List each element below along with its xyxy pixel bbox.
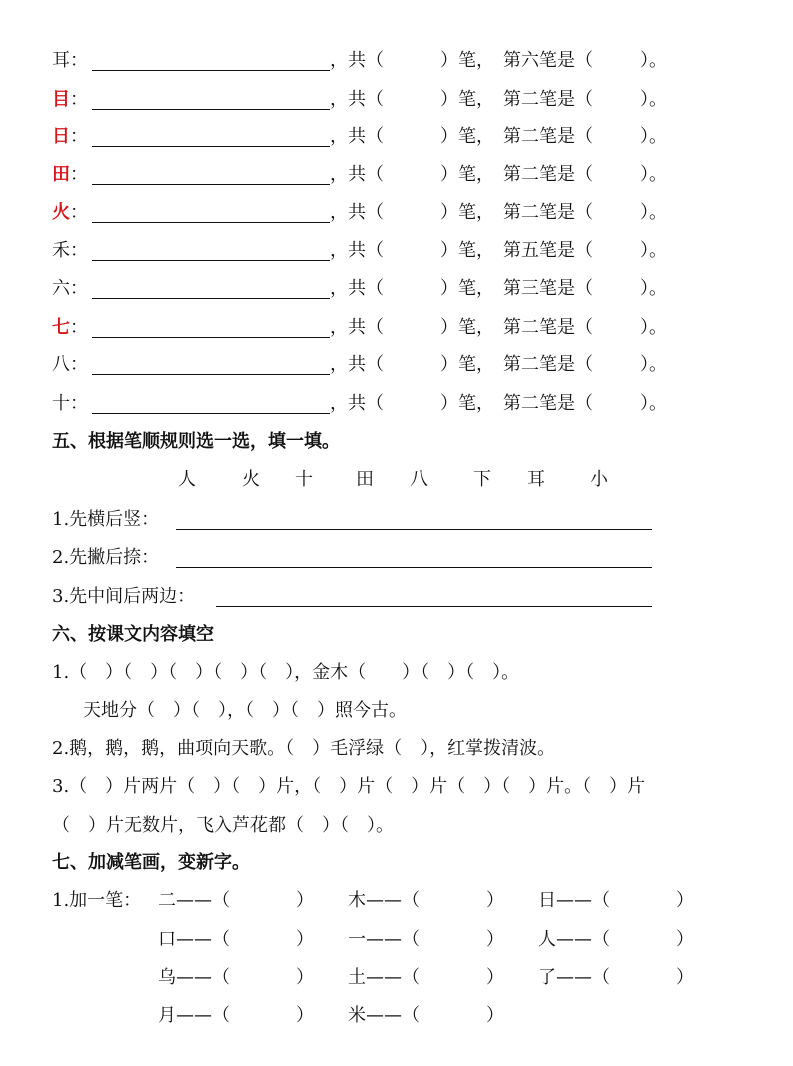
fill-in-text[interactable]: 1.（ ）（ ）（ ）（ ）（ ），金木（ ）（ ）（ ）。	[52, 662, 520, 683]
base-character: 二	[158, 890, 176, 911]
row-character: 目	[52, 89, 70, 110]
dash-open-bracket: ——（	[556, 967, 610, 988]
add-stroke-row	[0, 927, 793, 953]
stroke-answer-line[interactable]	[92, 413, 330, 414]
close-bracket: ）。	[640, 202, 667, 223]
stroke-unit-label: ）笔，	[440, 393, 494, 414]
nth-stroke-label: 第三笔是（	[503, 278, 593, 299]
stroke-answer-line[interactable]	[92, 222, 330, 223]
stroke-row	[0, 391, 793, 417]
dash-open-bracket: ——（	[366, 1005, 420, 1026]
stroke-row	[0, 200, 793, 226]
fill-in-text[interactable]: 天地分（ ）（ ），（ ）（ ）照今古。	[83, 700, 407, 721]
nth-stroke-label: 第二笔是（	[503, 89, 593, 110]
nth-stroke-label: 第二笔是（	[503, 126, 593, 147]
row-character: 七	[52, 317, 70, 338]
row-character: 田	[52, 164, 70, 185]
fill-in-text[interactable]: 3.（ ）片两片（ ）（ ）片，（ ）片（ ）片（ ）（ ）片。（ ）片	[52, 776, 646, 797]
rule-answer-line[interactable]	[216, 606, 652, 607]
close-bracket: ）	[676, 890, 694, 911]
text-fill-line	[0, 660, 793, 686]
choice-character: 下	[473, 469, 491, 490]
stroke-total-label: ，共（	[330, 126, 384, 147]
dash-open-bracket: ——（	[556, 890, 610, 911]
choice-character: 人	[178, 469, 196, 490]
close-bracket: ）	[296, 929, 314, 950]
stroke-answer-line[interactable]	[92, 146, 330, 147]
rule-item	[0, 507, 793, 533]
rule-label: 1.先横后竖：	[52, 509, 160, 530]
choice-character: 十	[295, 469, 313, 490]
text-fill-line	[0, 813, 793, 839]
stroke-unit-label: ）笔，	[440, 50, 494, 71]
row-colon: ：	[70, 317, 88, 338]
section-title: 七、加减笔画，变新字。	[52, 852, 250, 873]
close-bracket: ）。	[640, 354, 667, 375]
base-character: 人	[538, 929, 556, 950]
base-character: 木	[348, 890, 366, 911]
close-bracket: ）	[296, 967, 314, 988]
section-six-title	[0, 622, 793, 648]
add-one-stroke-label: 1.加一笔：	[52, 890, 142, 911]
row-colon: ：	[70, 202, 88, 223]
nth-stroke-label: 第二笔是（	[503, 354, 593, 375]
close-bracket: ）	[486, 1005, 504, 1026]
rule-item	[0, 545, 793, 571]
stroke-row	[0, 352, 793, 378]
choice-character: 火	[242, 469, 260, 490]
close-bracket: ）	[676, 967, 694, 988]
stroke-total-label: ，共（	[330, 317, 384, 338]
section-seven-title	[0, 850, 793, 876]
nth-stroke-label: 第六笔是（	[503, 50, 593, 71]
base-character: 土	[348, 967, 366, 988]
text-fill-line	[0, 736, 793, 762]
stroke-unit-label: ）笔，	[440, 354, 494, 375]
dash-open-bracket: ——（	[366, 929, 420, 950]
add-stroke-row	[0, 1003, 793, 1029]
dash-open-bracket: ——（	[366, 967, 420, 988]
rule-label: 3.先中间后两边：	[52, 586, 196, 607]
stroke-total-label: ，共（	[330, 164, 384, 185]
section-title: 六、按课文内容填空	[52, 624, 214, 645]
close-bracket: ）。	[640, 126, 667, 147]
base-character: 米	[348, 1005, 366, 1026]
stroke-total-label: ，共（	[330, 240, 384, 261]
stroke-unit-label: ）笔，	[440, 126, 494, 147]
stroke-answer-line[interactable]	[92, 260, 330, 261]
row-colon: ：	[70, 354, 88, 375]
row-colon: ：	[70, 126, 88, 147]
dash-open-bracket: ——（	[556, 929, 610, 950]
rule-item	[0, 584, 793, 610]
choice-character: 八	[410, 469, 428, 490]
nth-stroke-label: 第五笔是（	[503, 240, 593, 261]
base-character: 口	[158, 929, 176, 950]
stroke-answer-line[interactable]	[92, 298, 330, 299]
stroke-total-label: ，共（	[330, 278, 384, 299]
row-colon: ：	[70, 89, 88, 110]
stroke-unit-label: ）笔，	[440, 202, 494, 223]
row-colon: ：	[70, 164, 88, 185]
base-character: 日	[538, 890, 556, 911]
nth-stroke-label: 第二笔是（	[503, 202, 593, 223]
stroke-row	[0, 162, 793, 188]
base-character: 月	[158, 1005, 176, 1026]
nth-stroke-label: 第二笔是（	[503, 317, 593, 338]
stroke-answer-line[interactable]	[92, 374, 330, 375]
add-stroke-row	[0, 965, 793, 991]
choice-character: 田	[356, 469, 374, 490]
close-bracket: ）	[676, 929, 694, 950]
stroke-answer-line[interactable]	[92, 337, 330, 338]
text-fill-line	[0, 774, 793, 800]
close-bracket: ）。	[640, 89, 667, 110]
dash-open-bracket: ——（	[176, 1005, 230, 1026]
fill-in-text[interactable]: 2.鹅，鹅，鹅，曲项向天歌。（ ）毛浮绿（ ），红掌拨清波。	[52, 738, 556, 759]
nth-stroke-label: 第二笔是（	[503, 164, 593, 185]
stroke-unit-label: ）笔，	[440, 278, 494, 299]
rule-label: 2.先撇后捺：	[52, 547, 160, 568]
row-colon: ：	[70, 240, 88, 261]
dash-open-bracket: ——（	[176, 967, 230, 988]
rule-answer-line[interactable]	[176, 529, 652, 530]
stroke-unit-label: ）笔，	[440, 164, 494, 185]
close-bracket: ）	[486, 890, 504, 911]
row-character: 十	[52, 393, 70, 414]
base-character: 乌	[158, 967, 176, 988]
rule-answer-line[interactable]	[176, 567, 652, 568]
close-bracket: ）。	[640, 278, 667, 299]
stroke-answer-line[interactable]	[92, 184, 330, 185]
stroke-row	[0, 124, 793, 150]
stroke-total-label: ，共（	[330, 393, 384, 414]
dash-open-bracket: ——（	[176, 929, 230, 950]
choice-character: 耳	[527, 469, 545, 490]
row-colon: ：	[70, 278, 88, 299]
stroke-answer-line[interactable]	[92, 70, 330, 71]
dash-open-bracket: ——（	[176, 890, 230, 911]
base-character: 一	[348, 929, 366, 950]
text-fill-line	[0, 698, 793, 724]
stroke-row	[0, 315, 793, 341]
stroke-answer-line[interactable]	[92, 109, 330, 110]
add-stroke-row	[0, 888, 793, 914]
row-colon: ：	[70, 393, 88, 414]
row-character: 禾	[52, 240, 70, 261]
base-character: 了	[538, 967, 556, 988]
dash-open-bracket: ——（	[366, 890, 420, 911]
stroke-row	[0, 48, 793, 74]
stroke-unit-label: ）笔，	[440, 89, 494, 110]
close-bracket: ）。	[640, 317, 667, 338]
row-character: 耳	[52, 50, 70, 71]
stroke-unit-label: ）笔，	[440, 240, 494, 261]
close-bracket: ）。	[640, 50, 667, 71]
stroke-row	[0, 238, 793, 264]
stroke-total-label: ，共（	[330, 50, 384, 71]
section-five-title	[0, 429, 793, 455]
stroke-row	[0, 87, 793, 113]
row-colon: ：	[70, 50, 88, 71]
close-bracket: ）	[296, 1005, 314, 1026]
close-bracket: ）。	[640, 164, 667, 185]
stroke-total-label: ，共（	[330, 89, 384, 110]
choice-character: 小	[590, 469, 608, 490]
row-character: 日	[52, 126, 70, 147]
close-bracket: ）	[486, 929, 504, 950]
fill-in-text[interactable]: （ ）片无数片，飞入芦花都（ ）（ ）。	[52, 815, 394, 836]
stroke-unit-label: ）笔，	[440, 317, 494, 338]
nth-stroke-label: 第二笔是（	[503, 393, 593, 414]
stroke-total-label: ，共（	[330, 354, 384, 375]
character-choices	[0, 467, 793, 493]
close-bracket: ）	[296, 890, 314, 911]
close-bracket: ）	[486, 967, 504, 988]
row-character: 六	[52, 278, 70, 299]
stroke-row	[0, 276, 793, 302]
row-character: 火	[52, 202, 70, 223]
close-bracket: ）。	[640, 240, 667, 261]
close-bracket: ）。	[640, 393, 667, 414]
row-character: 八	[52, 354, 70, 375]
stroke-total-label: ，共（	[330, 202, 384, 223]
section-title: 五、根据笔顺规则选一选，填一填。	[52, 431, 340, 452]
